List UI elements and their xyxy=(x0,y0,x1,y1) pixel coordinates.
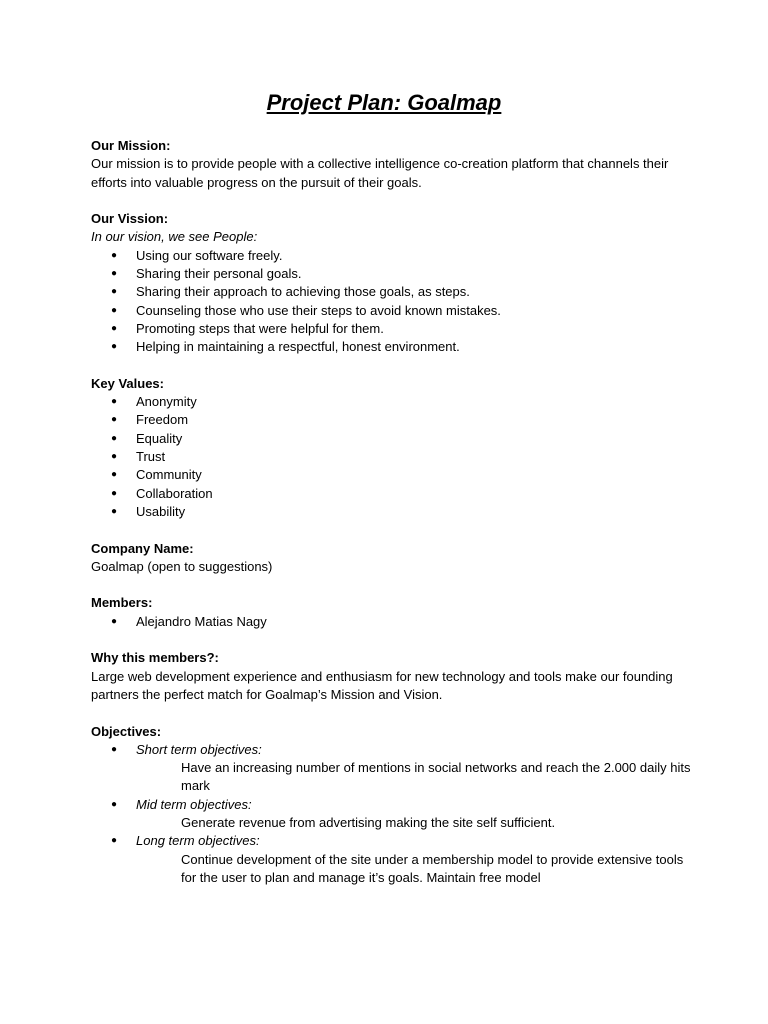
list-item: ● Anonymity xyxy=(91,393,691,411)
objective-label: ● Mid term objectives: xyxy=(91,796,691,814)
company-section xyxy=(91,540,691,577)
objectives-section xyxy=(91,723,691,888)
vision-heading: Our Vission: xyxy=(91,211,169,227)
list-item: ● Equality xyxy=(91,430,691,448)
objective-label: ● Short term objectives: xyxy=(91,741,691,759)
objectives-list xyxy=(91,741,691,759)
why-members-section xyxy=(91,649,691,704)
company-heading: Company Name: xyxy=(91,540,194,556)
members-heading: Members: xyxy=(91,595,153,611)
why-members-heading: Why this members?: xyxy=(91,650,219,666)
list-item: ● Counseling those who use their steps to avoid known mistakes. xyxy=(91,302,691,320)
list-item: ● Usability xyxy=(91,503,691,521)
list-item: ● Alejandro Matias Nagy xyxy=(91,613,691,631)
vision-intro: In our vision, we see People: xyxy=(91,229,258,245)
list-item: ● Helping in maintaining a respectful, honest environment. xyxy=(91,338,691,356)
list-item: ● Collaboration xyxy=(91,485,691,503)
objectives-list xyxy=(91,832,691,850)
company-text: Goalmap (open to suggestions) xyxy=(91,558,273,574)
objective-text: Have an increasing number of mentions in social networks and reach the 2.000 daily hits mark xyxy=(181,760,691,794)
objective-label: ● Long term objectives: xyxy=(91,832,691,850)
mission-text: Our mission is to provide people with a collective intelligence co-creation platform that channels their efforts into valuable progress on the pursuit of their goals. xyxy=(91,156,669,190)
mission-section xyxy=(91,137,691,192)
list-item: ● Promoting steps that were helpful for them. xyxy=(91,320,691,338)
key-values-list xyxy=(91,393,691,521)
why-members-text: Large web development experience and enthusiasm for new technology and tools make our founding partners the perfect match for Goalmap’s Mission and Vision. xyxy=(91,668,673,702)
page-title: Project Plan: Goalmap xyxy=(266,90,502,115)
key-values-heading: Key Values: xyxy=(91,375,164,391)
list-item: ● Community xyxy=(91,466,691,484)
members-section xyxy=(91,594,691,631)
objective-text: Continue development of the site under a membership model to provide extensive tools for the user to plan and manage it’s goals. Maintain free model xyxy=(181,851,684,885)
vision-list xyxy=(91,247,691,357)
objectives-heading: Objectives: xyxy=(91,723,162,739)
mission-heading: Our Mission: xyxy=(91,138,171,153)
list-item: ● Sharing their approach to achieving those goals, as steps. xyxy=(91,283,691,301)
objectives-list xyxy=(91,796,691,814)
members-list xyxy=(91,613,691,631)
objective-text: Generate revenue from advertising making the site self sufficient. xyxy=(181,814,556,830)
vision-section xyxy=(91,210,691,356)
key-values-section xyxy=(91,375,691,521)
list-item: ● Sharing their personal goals. xyxy=(91,265,691,283)
list-item: ● Trust xyxy=(91,448,691,466)
list-item: ● Using our software freely. xyxy=(91,247,691,265)
list-item: ● Freedom xyxy=(91,411,691,429)
document-body xyxy=(91,137,691,905)
